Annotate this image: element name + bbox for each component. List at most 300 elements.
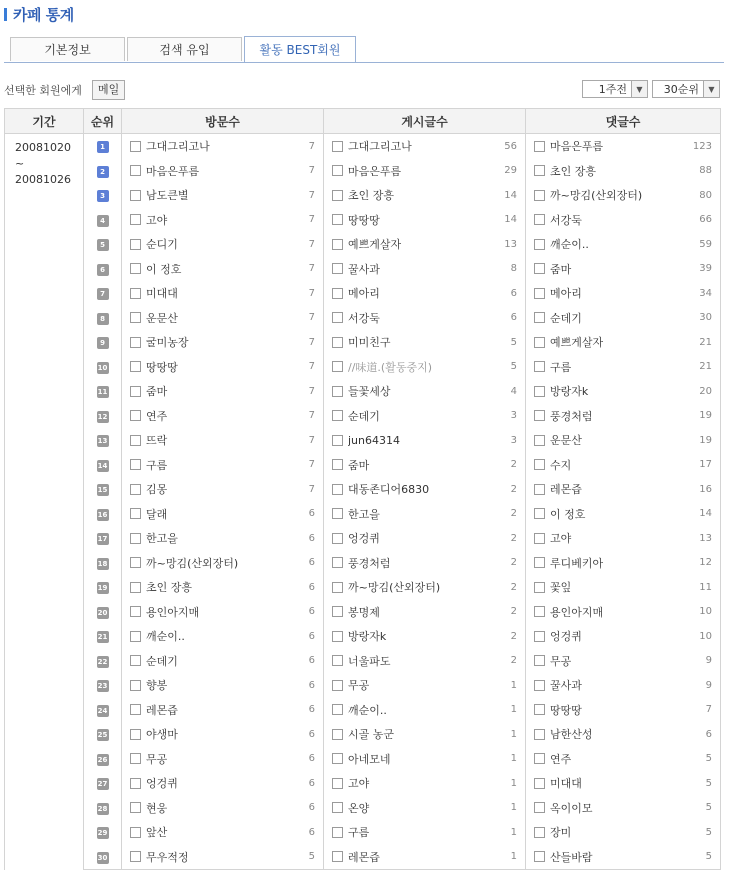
- member-entry: [526, 726, 720, 742]
- member-checkbox[interactable]: [130, 778, 141, 789]
- comments-count: 20: [699, 385, 712, 397]
- table-row: [5, 600, 721, 625]
- member-checkbox[interactable]: [332, 165, 343, 176]
- member-name[interactable]: 깨순이..: [348, 703, 387, 717]
- member-checkbox[interactable]: [534, 386, 545, 397]
- member-name[interactable]: 줌마: [550, 262, 572, 276]
- member-checkbox[interactable]: [130, 557, 141, 568]
- visits-cell: [122, 306, 324, 331]
- member-name[interactable]: 봉명제: [348, 605, 380, 619]
- posts-count: 14: [504, 214, 517, 226]
- visits-count: 6: [308, 655, 315, 667]
- member-checkbox[interactable]: [332, 288, 343, 299]
- member-name[interactable]: 순데기: [348, 409, 380, 423]
- member-checkbox[interactable]: [332, 459, 343, 470]
- tab-bar: [4, 32, 724, 63]
- visits-count: 6: [308, 581, 315, 593]
- member-checkbox[interactable]: [534, 435, 545, 446]
- member-name[interactable]: 연주: [146, 409, 168, 423]
- member-checkbox[interactable]: [332, 557, 343, 568]
- member-name[interactable]: 시골 농군: [348, 728, 395, 742]
- member-name[interactable]: 깨순이..: [146, 630, 185, 644]
- visits-count: 7: [308, 238, 315, 250]
- member-entry: [122, 530, 323, 546]
- member-name[interactable]: 까~망김(산외장터): [348, 581, 441, 595]
- member-entry: [122, 677, 323, 693]
- member-name[interactable]: 마음은푸름: [550, 140, 604, 154]
- posts-cell: [324, 477, 526, 502]
- member-checkbox[interactable]: [534, 263, 545, 274]
- member-checkbox[interactable]: [332, 435, 343, 446]
- member-name[interactable]: 초인 장흥: [146, 581, 193, 595]
- rank-cell: [84, 820, 122, 845]
- table-row: [5, 673, 721, 698]
- member-checkbox[interactable]: [332, 655, 343, 666]
- member-name[interactable]: 이 정호: [146, 262, 182, 276]
- member-name[interactable]: 장미: [550, 826, 572, 840]
- member-name[interactable]: 그대그리고나: [348, 140, 412, 154]
- rank-badge: 20: [97, 608, 108, 617]
- member-name[interactable]: 수지: [550, 458, 572, 472]
- member-name[interactable]: 무공: [550, 654, 572, 668]
- member-name[interactable]: 줌마: [348, 458, 370, 472]
- member-name[interactable]: 까~망김(산외장터): [550, 189, 643, 203]
- member-name[interactable]: 초인 장흥: [550, 164, 597, 178]
- rank-cell: [84, 453, 122, 478]
- visits-count: 7: [308, 287, 315, 299]
- member-checkbox[interactable]: [130, 386, 141, 397]
- comments-cell: [526, 551, 721, 576]
- member-checkbox[interactable]: [130, 214, 141, 225]
- member-checkbox[interactable]: [332, 361, 343, 372]
- member-name[interactable]: 서강둑: [550, 213, 582, 227]
- member-checkbox[interactable]: [130, 239, 141, 250]
- rank-cell: [84, 600, 122, 625]
- member-name[interactable]: 줌마: [146, 385, 168, 399]
- member-checkbox[interactable]: [130, 851, 141, 862]
- member-name[interactable]: 레몬즙: [348, 850, 380, 864]
- member-checkbox[interactable]: [130, 410, 141, 421]
- member-checkbox[interactable]: [534, 606, 545, 617]
- member-entry: [324, 604, 525, 620]
- member-name[interactable]: 땅땅땅: [550, 703, 582, 717]
- member-name[interactable]: 고야: [348, 777, 370, 791]
- member-checkbox[interactable]: [130, 312, 141, 323]
- posts-count: 6: [510, 287, 517, 299]
- member-name[interactable]: 루디베키아: [550, 556, 604, 570]
- member-checkbox[interactable]: [130, 435, 141, 446]
- visits-count: 7: [308, 361, 315, 373]
- member-checkbox[interactable]: [534, 337, 545, 348]
- member-checkbox[interactable]: [130, 582, 141, 593]
- member-entry: [324, 702, 525, 718]
- member-checkbox[interactable]: [332, 410, 343, 421]
- member-entry: [122, 285, 323, 301]
- member-name[interactable]: 김몽: [146, 483, 168, 497]
- period-cell: [5, 134, 84, 870]
- member-checkbox[interactable]: [332, 312, 343, 323]
- member-checkbox[interactable]: [130, 165, 141, 176]
- member-checkbox[interactable]: [332, 337, 343, 348]
- visits-cell: [122, 796, 324, 821]
- visits-cell: [122, 649, 324, 674]
- member-checkbox[interactable]: [130, 190, 141, 201]
- member-checkbox[interactable]: [332, 386, 343, 397]
- member-checkbox[interactable]: [534, 827, 545, 838]
- member-checkbox[interactable]: [130, 508, 141, 519]
- member-name[interactable]: 향봉: [146, 679, 168, 693]
- comments-cell: [526, 649, 721, 674]
- comments-cell: [526, 306, 721, 331]
- member-checkbox[interactable]: [534, 141, 545, 152]
- rank-cell: [84, 575, 122, 600]
- member-name[interactable]: 레몬즙: [146, 703, 178, 717]
- member-name[interactable]: 순데기: [550, 311, 582, 325]
- member-entry: [324, 726, 525, 742]
- member-checkbox[interactable]: [534, 410, 545, 421]
- member-entry: [526, 506, 720, 522]
- member-name[interactable]: 그대그리고나: [146, 140, 210, 154]
- rank-badge: 2: [97, 166, 109, 178]
- rank-badge: 12: [97, 412, 108, 421]
- member-checkbox[interactable]: [130, 337, 141, 348]
- member-entry: [122, 261, 323, 277]
- member-name[interactable]: 예쁘게살자: [550, 336, 604, 350]
- member-name[interactable]: 너울파도: [348, 654, 391, 668]
- member-checkbox[interactable]: [130, 631, 141, 642]
- visits-cell: [122, 232, 324, 257]
- member-name[interactable]: 풍경처럼: [348, 556, 391, 570]
- member-checkbox[interactable]: [130, 729, 141, 740]
- visits-cell: [122, 355, 324, 380]
- member-name[interactable]: 운문산: [146, 311, 178, 325]
- member-name[interactable]: 아네모네: [348, 752, 391, 766]
- member-name[interactable]: 용인아지매: [550, 605, 604, 619]
- comments-cell: [526, 159, 721, 184]
- chevron-down-icon: ▼: [703, 81, 719, 97]
- member-checkbox[interactable]: [534, 753, 545, 764]
- member-name[interactable]: 무공: [146, 752, 168, 766]
- member-entry: [526, 334, 720, 350]
- rank-select[interactable]: [652, 80, 720, 98]
- member-checkbox[interactable]: [332, 778, 343, 789]
- visits-cell: [122, 134, 324, 159]
- member-entry: [122, 653, 323, 669]
- member-name[interactable]: 현웅: [146, 801, 168, 815]
- member-name[interactable]: 운문산: [550, 434, 582, 448]
- member-name[interactable]: 옥이이모: [550, 801, 593, 815]
- visits-count: 6: [308, 532, 315, 544]
- member-checkbox[interactable]: [332, 141, 343, 152]
- member-checkbox[interactable]: [332, 729, 343, 740]
- member-checkbox[interactable]: [130, 263, 141, 274]
- member-name[interactable]: 메아리: [348, 287, 380, 301]
- member-name[interactable]: 뜨락: [146, 434, 168, 448]
- member-name[interactable]: 방랑자k: [348, 630, 387, 644]
- member-checkbox[interactable]: [130, 680, 141, 691]
- member-name[interactable]: 엉겅퀴: [348, 532, 380, 546]
- visits-count: 5: [308, 851, 315, 863]
- member-name[interactable]: 무공: [348, 679, 370, 693]
- posts-count: 1: [510, 679, 517, 691]
- member-checkbox[interactable]: [332, 214, 343, 225]
- member-checkbox[interactable]: [130, 655, 141, 666]
- posts-count: 2: [510, 459, 517, 471]
- rank-badge: 11: [97, 388, 108, 397]
- posts-count: 2: [510, 532, 517, 544]
- member-name[interactable]: 순디기: [146, 238, 178, 252]
- member-checkbox[interactable]: [534, 484, 545, 495]
- rank-badge: 29: [97, 829, 108, 838]
- table-row: [5, 355, 721, 380]
- member-name[interactable]: 미대대: [146, 287, 178, 301]
- posts-cell: [324, 257, 526, 282]
- member-name[interactable]: 예쁘게살자: [348, 238, 402, 252]
- member-checkbox[interactable]: [332, 851, 343, 862]
- member-checkbox[interactable]: [332, 508, 343, 519]
- comments-count: 34: [699, 287, 712, 299]
- member-checkbox[interactable]: [332, 533, 343, 544]
- member-entry: [324, 457, 525, 473]
- member-checkbox[interactable]: [332, 827, 343, 838]
- member-checkbox[interactable]: [534, 361, 545, 372]
- comments-count: 5: [705, 826, 712, 838]
- member-name[interactable]: 고야: [146, 213, 168, 227]
- comments-count: 66: [699, 214, 712, 226]
- member-checkbox[interactable]: [130, 606, 141, 617]
- posts-count: 2: [510, 483, 517, 495]
- member-checkbox[interactable]: [130, 753, 141, 764]
- member-checkbox[interactable]: [534, 729, 545, 740]
- member-checkbox[interactable]: [534, 288, 545, 299]
- member-checkbox[interactable]: [534, 655, 545, 666]
- member-checkbox[interactable]: [534, 165, 545, 176]
- member-checkbox[interactable]: [534, 582, 545, 593]
- member-entry: [122, 604, 323, 620]
- table-row: [5, 722, 721, 747]
- rank-cell: [84, 845, 122, 870]
- posts-cell: [324, 526, 526, 551]
- rank-badge: 7: [97, 288, 109, 300]
- member-checkbox[interactable]: [332, 631, 343, 642]
- tab-search-inflow[interactable]: 검색 유입: [127, 37, 242, 61]
- title-bar-icon: [4, 8, 7, 21]
- member-checkbox[interactable]: [130, 361, 141, 372]
- member-name[interactable]: 엉겅퀴: [550, 630, 582, 644]
- member-name[interactable]: 미대대: [550, 777, 582, 791]
- member-name[interactable]: 레몬즙: [550, 483, 582, 497]
- comments-cell: [526, 404, 721, 429]
- member-name[interactable]: 구름: [146, 458, 168, 472]
- member-checkbox[interactable]: [534, 312, 545, 323]
- member-name[interactable]: 한고을: [146, 532, 178, 546]
- member-name[interactable]: 굴미농장: [146, 336, 189, 350]
- table-row: [5, 551, 721, 576]
- rank-badge: 27: [97, 780, 108, 789]
- rank-badge: 16: [97, 510, 108, 519]
- member-checkbox[interactable]: [130, 141, 141, 152]
- member-name[interactable]: 엉겅퀴: [146, 777, 178, 791]
- member-name[interactable]: 땅땅땅: [348, 213, 380, 227]
- posts-cell: [324, 232, 526, 257]
- member-name[interactable]: 땅땅땅: [146, 360, 178, 374]
- posts-cell: [324, 306, 526, 331]
- member-checkbox[interactable]: [130, 288, 141, 299]
- member-checkbox[interactable]: [534, 680, 545, 691]
- member-entry: [526, 432, 720, 448]
- member-checkbox[interactable]: [332, 484, 343, 495]
- member-checkbox[interactable]: [332, 606, 343, 617]
- member-name[interactable]: 대동존디어6830: [348, 483, 430, 497]
- member-name[interactable]: 마음은푸름: [348, 164, 402, 178]
- member-entry: [526, 383, 720, 399]
- member-name[interactable]: 용인아지매: [146, 605, 200, 619]
- member-name[interactable]: 꿀사과: [550, 679, 582, 693]
- member-name[interactable]: 고야: [550, 532, 572, 546]
- member-entry: [122, 138, 323, 154]
- member-name[interactable]: 서강둑: [348, 311, 380, 325]
- member-entry: [324, 383, 525, 399]
- visits-count: 6: [308, 753, 315, 765]
- member-name[interactable]: 산들바람: [550, 850, 593, 864]
- visits-count: 6: [308, 802, 315, 814]
- comments-cell: [526, 600, 721, 625]
- member-checkbox[interactable]: [130, 459, 141, 470]
- comments-cell: [526, 355, 721, 380]
- rank-badge: 24: [97, 706, 108, 715]
- member-entry: [526, 187, 720, 203]
- member-name[interactable]: 까~망김(산외장터): [146, 556, 239, 570]
- member-checkbox[interactable]: [332, 704, 343, 715]
- table-row: [5, 796, 721, 821]
- member-name[interactable]: 이 정호: [550, 507, 586, 521]
- table-row: [5, 306, 721, 331]
- member-name[interactable]: 방랑자k: [550, 385, 589, 399]
- visits-count: 7: [308, 312, 315, 324]
- page-title-area: [4, 4, 74, 24]
- member-name[interactable]: jun64314: [348, 433, 400, 447]
- member-name[interactable]: 연주: [550, 752, 572, 766]
- posts-cell: [324, 453, 526, 478]
- member-name[interactable]: 순데기: [146, 654, 178, 668]
- member-checkbox[interactable]: [534, 214, 545, 225]
- member-name[interactable]: 달래: [146, 507, 168, 521]
- member-name[interactable]: //味道.(활동중지): [348, 360, 432, 374]
- member-name[interactable]: 온양: [348, 801, 370, 815]
- member-checkbox[interactable]: [534, 239, 545, 250]
- member-name[interactable]: 무우적정: [146, 850, 189, 864]
- visits-cell: [122, 502, 324, 527]
- rank-badge: 6: [97, 264, 109, 276]
- member-name[interactable]: 야생마: [146, 728, 178, 742]
- member-entry: [526, 800, 720, 816]
- comments-cell: [526, 771, 721, 796]
- rank-cell: [84, 281, 122, 306]
- posts-cell: [324, 575, 526, 600]
- table-row: [5, 404, 721, 429]
- col-header-rank: 순위: [84, 109, 122, 134]
- posts-count: 14: [504, 189, 517, 201]
- member-checkbox[interactable]: [130, 827, 141, 838]
- member-name[interactable]: 한고을: [348, 507, 380, 521]
- visits-count: 7: [308, 410, 315, 422]
- member-checkbox[interactable]: [332, 239, 343, 250]
- member-checkbox[interactable]: [534, 778, 545, 789]
- comments-count: 21: [699, 336, 712, 348]
- member-checkbox[interactable]: [130, 704, 141, 715]
- mail-button[interactable]: 메일: [92, 80, 125, 100]
- tab-basic-info[interactable]: 기본정보: [10, 37, 125, 61]
- comments-count: 12: [699, 557, 712, 569]
- tab-best-members[interactable]: 활동 BEST회원: [244, 36, 356, 62]
- member-name[interactable]: 초인 장흥: [348, 189, 395, 203]
- member-name[interactable]: 마음은푸름: [146, 164, 200, 178]
- visits-cell: [122, 428, 324, 453]
- member-name[interactable]: 구름: [550, 360, 572, 374]
- posts-count: 1: [510, 704, 517, 716]
- member-checkbox[interactable]: [534, 190, 545, 201]
- member-entry: [526, 481, 720, 497]
- member-checkbox[interactable]: [332, 190, 343, 201]
- member-name[interactable]: 깨순이..: [550, 238, 589, 252]
- posts-count: 5: [510, 361, 517, 373]
- member-checkbox[interactable]: [534, 704, 545, 715]
- posts-count: 4: [510, 385, 517, 397]
- member-checkbox[interactable]: [534, 802, 545, 813]
- member-name[interactable]: 남도큰별: [146, 189, 189, 203]
- member-name[interactable]: 꽃잎: [550, 581, 572, 595]
- period-select[interactable]: [582, 80, 648, 98]
- member-name[interactable]: 풍경처럼: [550, 409, 593, 423]
- member-checkbox[interactable]: [332, 680, 343, 691]
- member-entry: [324, 481, 525, 497]
- member-name[interactable]: 들꽃세상: [348, 385, 391, 399]
- member-name[interactable]: 미미친구: [348, 336, 391, 350]
- member-entry: [324, 824, 525, 840]
- comments-cell: [526, 698, 721, 723]
- member-name[interactable]: 앞산: [146, 826, 168, 840]
- toolbar: [4, 80, 720, 100]
- member-checkbox[interactable]: [130, 484, 141, 495]
- comments-count: 11: [699, 581, 712, 593]
- member-name[interactable]: 꿀사과: [348, 262, 380, 276]
- member-checkbox[interactable]: [534, 533, 545, 544]
- member-entry: [122, 432, 323, 448]
- comments-cell: [526, 722, 721, 747]
- table-row: [5, 208, 721, 233]
- member-checkbox[interactable]: [534, 851, 545, 862]
- member-checkbox[interactable]: [130, 802, 141, 813]
- rank-cell: [84, 134, 122, 159]
- member-checkbox[interactable]: [332, 263, 343, 274]
- member-checkbox[interactable]: [332, 582, 343, 593]
- comments-cell: [526, 477, 721, 502]
- member-checkbox[interactable]: [534, 631, 545, 642]
- member-name[interactable]: 메아리: [550, 287, 582, 301]
- posts-cell: [324, 281, 526, 306]
- member-checkbox[interactable]: [534, 557, 545, 568]
- member-entry: [324, 334, 525, 350]
- rank-badge: 13: [97, 437, 108, 446]
- member-checkbox[interactable]: [130, 533, 141, 544]
- member-checkbox[interactable]: [332, 753, 343, 764]
- member-checkbox[interactable]: [332, 802, 343, 813]
- comments-count: 5: [705, 851, 712, 863]
- member-checkbox[interactable]: [534, 508, 545, 519]
- member-checkbox[interactable]: [534, 459, 545, 470]
- member-name[interactable]: 남한산성: [550, 728, 593, 742]
- member-name[interactable]: 구름: [348, 826, 370, 840]
